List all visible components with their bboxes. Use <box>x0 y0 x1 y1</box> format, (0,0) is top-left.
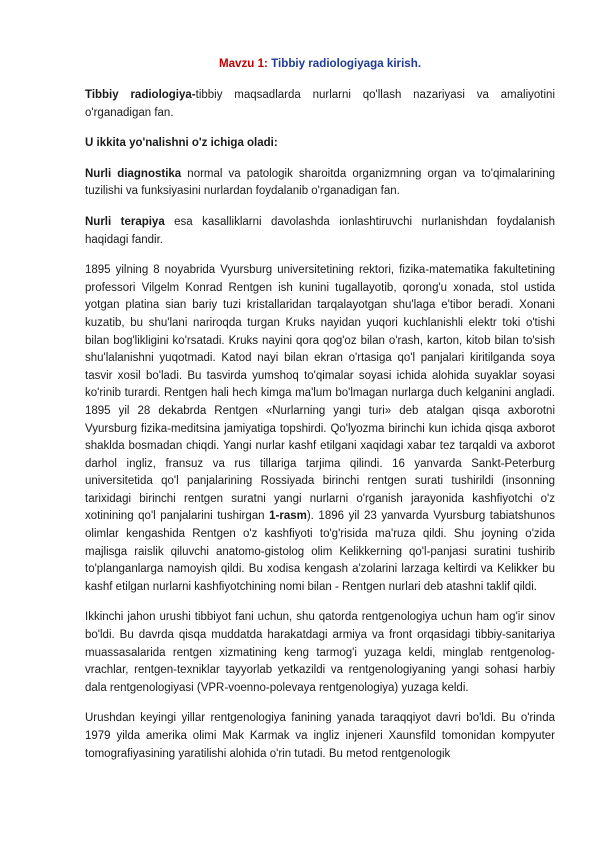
definition-body: tibbiy maqsadlarda nurlarni qo'llash nazariyasi va amaliyotini o'rganadigan fan. <box>85 89 555 119</box>
war-paragraph: Ikkinchi jahon urushi tibbiyot fani uchun, shu qatorda rentgenologiya uchun ham og'ir sinov bo'ldi. Bu davrda qisqa muddatda harakatdagi armiya va front orqasidagi tibbiy-sanitariya muassasalarida rentgen xizmatining keng tarmog'i yuzaga keldi, minglab rentgenolog-vrachlar, rentgen-texniklar tayyorlab yetkazildi va rentgenologiyaning yangi sohasi harbiy dala rentgenologiyasi (VPR-voenno-polevaya rentgenologiya) yuzaga keldi. <box>85 611 555 694</box>
therapy-body: esa kasalliklarni davolashda ionlashtiruvchi nurlanishdan foydalanish haqidagi fandir. <box>85 215 555 246</box>
topic-title: Tibbiy radiologiyaga kirish. <box>271 57 422 70</box>
therapy-paragraph <box>85 214 555 249</box>
therapy-term: Nurli terapiya <box>85 215 165 228</box>
diagnostics-term: Nurli diagnostika <box>85 167 182 180</box>
two-directions-heading: U ikkita yo'nalishni o'z ichiga oladi: <box>85 137 278 150</box>
figure-reference: 1-rasm <box>269 510 307 523</box>
postwar-paragraph: Urushdan keyingi yillar rentgenologiya fanining yanada taraqqiyot davri bo'ldi. Bu o'rinda 1979 yilda amerika olimi Mak Karmak va ingliz injeneri Xaunsfild tomonidan kompyuter tomografiyasining yaratilishi alohida o'rin tutadi. Bu metod rentgenologik <box>85 712 555 760</box>
diagnostics-paragraph <box>85 166 555 201</box>
definition-term: Tibbiy radiologiya- <box>85 89 196 101</box>
history-text-part-1: 1895 yilning 8 noyabrida Vyursburg universitetining rektori, fizika-matematika fakultetining professori Vilgelm Konrad Rentgen ish kunini tugallayotib, qorong'u xonada, stol ustida yotgan platina sian bariy tuzi kristallaridan tarqalayotgan shu'laga e'tibor beradi. Xonani kuzatib, bu shu'lani nariroqda turgan Kruks nayidan yuqori kuchlanishli elektr toki o'tishi bilan bog'likligini ko'rsatadi. Kruks nayini qora qog'oz bilan o'rash, karton, kitob bilan to'sish shu'lalanishni yuqotmadi. Katod nayi bilan ekran o'rtasiga qo'l panjalari kiritilganda soya tasvir xosil bo'ladi. Bu tasvirda yumshoq to'qimalar soyasi ichida alohida suyaklar soyasi ko'rinib turardi. Rentgen hali hech kimga ma'lum bo'lmagan nurlarga duch kelganini angladi. 1895 yil 28 dekabrda Rentgen «Nurlarning yangi turi» deb atalgan qisqa axborotni Vyursburg fizika-meditsina jamiyatiga topshirdi. Qo'lyozma birinchi kun ichida qisqa axborot shaklda bosmadan chiqdi. Yangi nurlar kashf etilgani xaqidagi xabar tez tarqaldi va axborot darhol ingliz, fransuz va rus tillariga tarjima qilindi. 16 yanvarda Sankt-Peterburg universitetida qo'l panjalarining Rossiyada birinchi rentgen surati tushirildi (insonning tarixidagi birinchi rentgen suratni yangi nurlarni o'rganish jarayonida kashfiyotchi o'z xotinining qo'l panjalarini tushirgan <box>85 264 555 523</box>
history-text-part-2: ). 1896 yil 23 yanvarda Vyursburg tabiatshunos olimlar kengashida Rentgen o'z kashfiyoti to'g'risida ma'ruza qildi. Shu joyning o'zida majlisga raislik qiluvchi anatomo-gistolog olim Kelikkerning qo'l-panjasi suratini tushirib to'planganlarga namoyish qildi. Bu xodisa kengash a'zolarini larzaga keltirdi va Kelikker bu kashf etilgan nurlarni kashfiyotchining nomi bilan - Rentgen nurlari deb atashni taklif qildi. <box>85 510 555 593</box>
history-paragraph <box>85 262 555 596</box>
topic-number: Mavzu 1: <box>218 57 268 70</box>
definition-paragraph <box>85 87 555 122</box>
page-title <box>85 57 555 71</box>
diagnostics-body: normal va patologik sharoitda organizmning organ va to'qimalarining tuzilishi va funksiyasini nurlardan foydalanib o'rganadigan fan. <box>85 167 555 198</box>
